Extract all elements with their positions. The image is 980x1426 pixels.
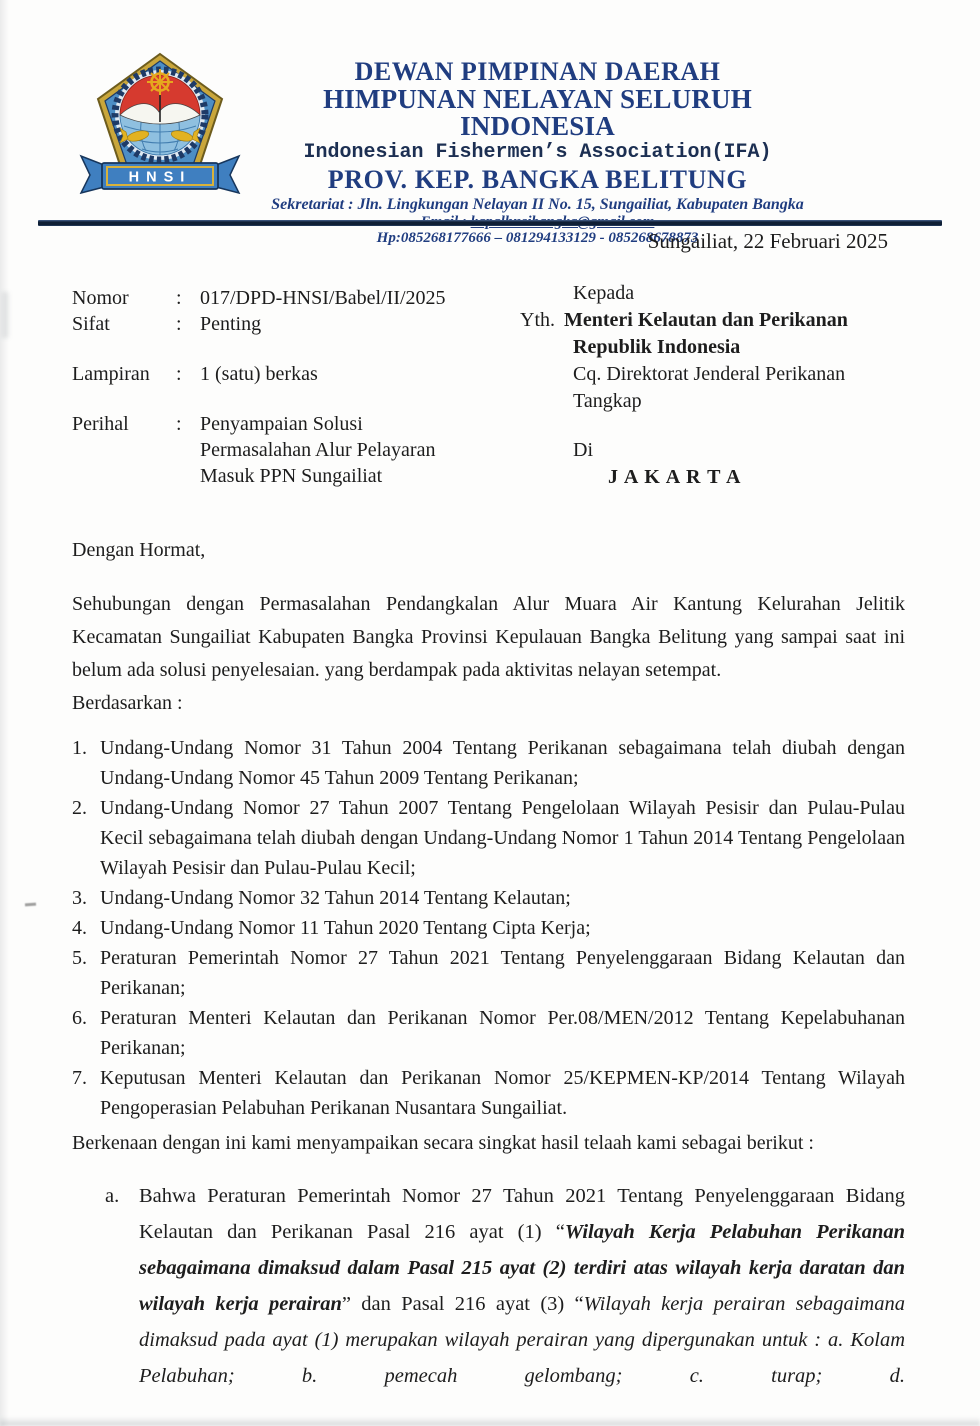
perihal-label: Perihal bbox=[72, 413, 129, 435]
recipient-block bbox=[520, 280, 920, 491]
scan-smudge bbox=[2, 292, 9, 338]
legal-item bbox=[72, 943, 905, 1003]
colon: : bbox=[176, 413, 182, 435]
secretariat-line: Sekretariat : Jln. Lingkungan Nelayan II No. 15, Sungailiat, Kabupaten Bangka bbox=[271, 196, 804, 213]
meta-row-nomor bbox=[72, 285, 502, 311]
phone-line: Hp:085268177666 – 081294133129 - 085268678873 bbox=[376, 230, 699, 246]
point-a-seg-2-quote: Wilayah Kerja Pelabuhan Perikanan sebagaimana dimaksud dalam Pasal 215 ayat (2) terdiri atas wilayah kerja daratan dan wilayah kerja perairan bbox=[139, 1221, 906, 1315]
point-a-marker: a. bbox=[105, 1185, 120, 1207]
header-divider bbox=[38, 220, 942, 226]
scan-artifact-dash bbox=[25, 903, 36, 907]
item-text: Undang-Undang Nomor 27 Tahun 2007 Tentang Pengelolaan Wilayah Pesisir dan Pulau-Pulau Kecil sebagaimana telah diubah dengan Undang-Undang Nomor 1 Tahun 2014 Tentang Pengelolaan Wilayah Pesisir dan Pulau-Pulau Kecil; bbox=[100, 797, 905, 879]
legal-basis-list bbox=[72, 733, 905, 1123]
sifat-value: Penting bbox=[200, 313, 262, 335]
item-marker: 2. bbox=[72, 797, 87, 819]
scan-edge-left bbox=[0, 0, 9, 1426]
meta-row-sifat bbox=[72, 311, 502, 337]
org-dpd-line: DEWAN PIMPINAN DAERAH bbox=[354, 57, 721, 86]
point-a bbox=[105, 1178, 905, 1394]
legal-item bbox=[72, 793, 905, 883]
perihal-line: Masuk PPN Sungailiat bbox=[200, 465, 383, 487]
salutation: Dengan Hormat, bbox=[72, 539, 206, 561]
legal-item bbox=[72, 733, 905, 793]
legal-item bbox=[72, 1003, 905, 1063]
perihal-value bbox=[200, 411, 502, 489]
org-province-line: PROV. KEP. BANGKA BELITUNG bbox=[327, 165, 748, 194]
colon: : bbox=[176, 363, 182, 385]
item-text: Undang-Undang Nomor 11 Tahun 2020 Tentang Cipta Kerja; bbox=[100, 917, 591, 939]
cq-line1: Cq. Direktorat Jenderal Perikanan bbox=[573, 363, 846, 385]
item-marker: 5. bbox=[72, 947, 87, 969]
meta-row-lampiran bbox=[72, 361, 502, 387]
item-marker: 6. bbox=[72, 1007, 87, 1029]
legal-item bbox=[72, 1063, 905, 1123]
colon: : bbox=[176, 313, 182, 335]
date-line: Sungailiat, 22 Februari 2025 bbox=[647, 229, 888, 253]
logo-banner-text: HNSI bbox=[128, 169, 192, 186]
letterhead-text bbox=[255, 58, 820, 246]
item-text: Peraturan Menteri Kelautan dan Perikanan Nomor Per.08/MEN/2012 Tentang Kepelabuhanan Perikanan; bbox=[100, 1007, 905, 1059]
item-text: Undang-Undang Nomor 31 Tahun 2004 Tentang Perikanan sebagaimana telah diubah dengan Undang-Undang Nomor 45 Tahun 2009 Tentang Perikanan; bbox=[100, 737, 905, 789]
item-text: Keputusan Menteri Kelautan dan Perikanan Nomor 25/KEPMEN-KP/2014 Tentang Wilayah Pengoperasian Pelabuhan Perikanan Nusantara Sungailiat. bbox=[100, 1067, 905, 1119]
cq-line2: Tangkap bbox=[573, 390, 642, 412]
item-marker: 1. bbox=[72, 737, 87, 759]
item-marker: 4. bbox=[72, 917, 87, 939]
lampiran-value: 1 (satu) berkas bbox=[200, 363, 318, 385]
city-name: J A K A R T A bbox=[608, 466, 742, 488]
point-a-seg-3: ” dan Pasal 216 ayat (3) “ bbox=[341, 1293, 584, 1315]
legal-item bbox=[72, 883, 905, 913]
opening-paragraph: Sehubungan dengan Permasalahan Pendangkalan Alur Muara Air Kantung Kelurahan Jelitik Kecamatan Sungailiat Kabupaten Bangka Provinsi Kepulauan Bangka Belitung yang sampai saat ini belum ada solusi penyelesaian. yang berdampak pada aktivitas nelayan setempat. bbox=[72, 593, 905, 681]
closing-paragraph: Berkenaan dengan ini kami menyampaikan secara singkat hasil telaah kami sebagai berikut : bbox=[72, 1132, 814, 1154]
nomor-label: Nomor bbox=[72, 287, 129, 309]
di-label: Di bbox=[573, 439, 593, 461]
meta-block bbox=[72, 285, 502, 489]
perihal-line: Penyampaian Solusi bbox=[200, 413, 363, 435]
yth-label: Yth. bbox=[520, 309, 555, 331]
sifat-label: Sifat bbox=[72, 313, 110, 335]
item-marker: 3. bbox=[72, 887, 87, 909]
lampiran-label: Lampiran bbox=[72, 363, 150, 385]
org-name-line: HIMPUNAN NELAYAN SELURUH INDONESIA bbox=[323, 84, 752, 141]
item-text: Undang-Undang Nomor 32 Tahun 2014 Tentang Kelautan; bbox=[100, 887, 571, 909]
point-a-seg-4-quote: Wilayah kerja perairan sebagaimana dimaksud pada ayat (1) merupakan wilayah perairan yang dipergunakan untuk : a. Kolam Pelabuhan; b. pemecah gelombang; c. turap; d. bbox=[139, 1293, 905, 1387]
recipient-name-line1: Menteri Kelautan dan Perikanan bbox=[564, 309, 848, 331]
recipient-name-line2: Republik Indonesia bbox=[573, 336, 741, 358]
colon: : bbox=[176, 287, 182, 309]
org-english-name-line: Indonesian Fishermen’s Association(IFA) bbox=[303, 141, 772, 164]
berdasarkan-heading: Berdasarkan : bbox=[72, 692, 183, 714]
item-text: Peraturan Pemerintah Nomor 27 Tahun 2021 Tentang Penyelenggaraan Bidang Kelautan dan Perikanan; bbox=[100, 947, 905, 999]
point-a-text bbox=[139, 1178, 905, 1394]
perihal-line: Permasalahan Alur Pelayaran bbox=[200, 439, 436, 461]
kepada-label: Kepada bbox=[573, 282, 635, 304]
legal-item bbox=[72, 913, 905, 943]
meta-row-perihal bbox=[72, 411, 502, 489]
item-marker: 7. bbox=[72, 1067, 87, 1089]
scan-edge-bottom bbox=[0, 1417, 980, 1426]
nomor-value: 017/DPD-HNSI/Babel/II/2025 bbox=[200, 287, 446, 309]
point-a-seg-1: Bahwa Peraturan Pemerintah Nomor 27 Tahun 2021 Tentang Penyelenggaraan Bidang Kelautan dan Perikanan Pasal 216 ayat (1) “ bbox=[139, 1185, 905, 1243]
hnsi-logo bbox=[72, 52, 248, 194]
